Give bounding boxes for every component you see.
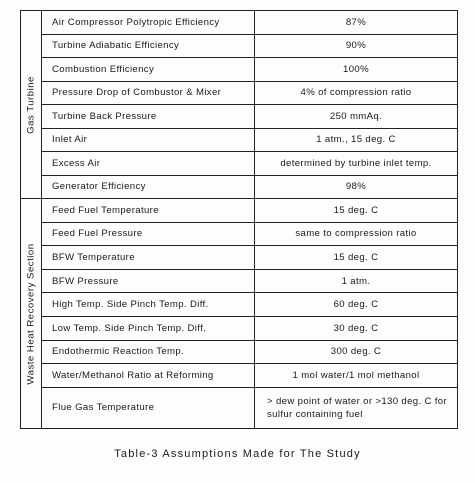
parameter-cell: High Temp. Side Pinch Temp. Diff. [42,293,255,317]
assumptions-table-container [20,10,458,429]
table-row [21,58,458,82]
table-row [21,81,458,105]
table-row [21,293,458,317]
table-row [21,364,458,388]
table-row [21,316,458,340]
value-cell: 90% [255,34,458,58]
parameter-cell: Low Temp. Side Pinch Temp. Diff. [42,316,255,340]
section-label-gas-turbine: Gas Turbine [21,11,42,199]
parameter-cell: Endothermic Reaction Temp. [42,340,255,364]
parameter-cell: Flue Gas Temperature [42,387,255,428]
value-cell: 4% of compression ratio [255,81,458,105]
value-cell: 250 mmAq. [255,105,458,129]
value-cell: 100% [255,58,458,82]
section-label-waste-heat: Waste Heat Recovery Section [21,199,42,429]
value-cell: 30 deg. C [255,316,458,340]
parameter-cell: Turbine Adiabatic Efficiency [42,34,255,58]
table-row [21,269,458,293]
value-cell: 60 deg. C [255,293,458,317]
value-cell: 1 atm., 15 deg. C [255,128,458,152]
table-caption: Table-3 Assumptions Made for The Study [114,448,361,460]
table-row [21,105,458,129]
parameter-cell: Water/Methanol Ratio at Reforming [42,364,255,388]
table-row [21,387,458,428]
value-cell: 1 atm. [255,269,458,293]
parameter-cell: Generator Efficiency [42,175,255,199]
table-row [21,199,458,223]
parameter-cell: Pressure Drop of Combustor & Mixer [42,81,255,105]
parameter-cell: BFW Temperature [42,246,255,270]
value-cell: 87% [255,11,458,35]
table-row [21,11,458,35]
value-cell: same to compression ratio [255,222,458,246]
value-cell: 300 deg. C [255,340,458,364]
table-row [21,34,458,58]
parameter-cell: Feed Fuel Temperature [42,199,255,223]
parameter-cell: Excess Air [42,152,255,176]
parameter-cell: BFW Pressure [42,269,255,293]
parameter-cell: Inlet Air [42,128,255,152]
value-cell: 15 deg. C [255,246,458,270]
table-row [21,175,458,199]
table-row [21,246,458,270]
table-row [21,128,458,152]
parameter-cell: Combustion Efficiency [42,58,255,82]
value-cell: 15 deg. C [255,199,458,223]
table-row [21,152,458,176]
parameter-cell: Turbine Back Pressure [42,105,255,129]
value-cell: > dew point of water or >130 deg. C for sulfur containing fuel [255,387,458,428]
table-row [21,340,458,364]
parameter-cell: Air Compressor Polytropic Efficiency [42,11,255,35]
table-row [21,222,458,246]
value-cell: 1 mol water/1 mol methanol [255,364,458,388]
assumptions-table [20,10,458,429]
parameter-cell: Feed Fuel Pressure [42,222,255,246]
value-cell: 98% [255,175,458,199]
value-cell: determined by turbine inlet temp. [255,152,458,176]
